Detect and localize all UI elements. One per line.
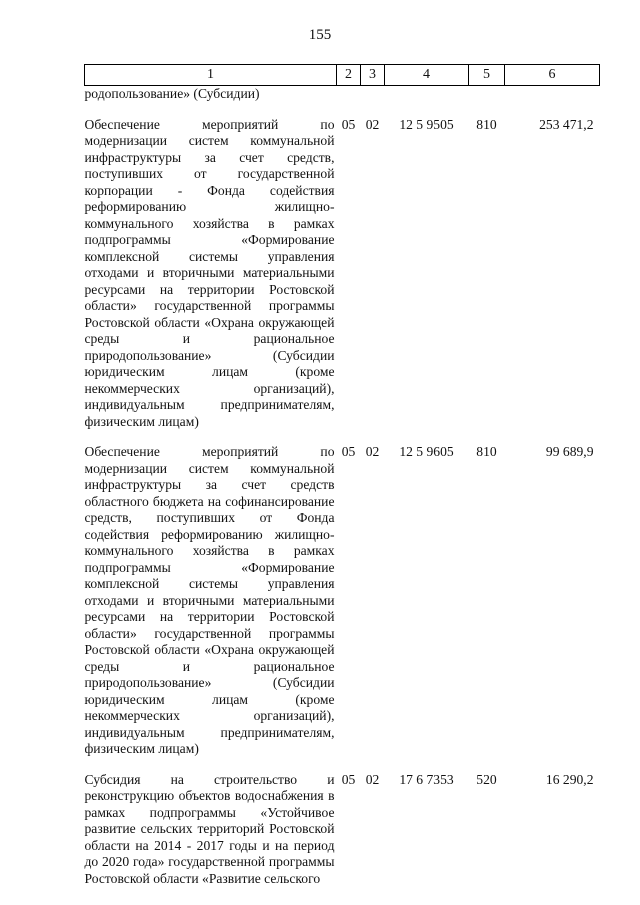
column-header-4: 4 bbox=[385, 65, 469, 86]
row-expense-type: 520 bbox=[476, 771, 497, 787]
row-description: Обеспечение мероприятий по модернизации систем коммунальной инфраструктуры за счет средств, поступивших от государственной корпорации - Фонда содействия реформированию жилищно-коммунального хозяйства в рамках подпрограммы «Формирование комплексной системы управления отходами и вторичными материальными ресурсами на территории Ростовской области» государственной программы Ростовской области «Охрана окружающей среды и рациональное природопользование» (Субсидии юридическим лицам (кроме некоммерческих организаций), индивидуальным предпринимателям, физическим лицам) bbox=[84, 116, 335, 429]
row-spacer bbox=[85, 430, 600, 444]
row-subsection-code: 02 bbox=[365, 116, 380, 132]
column-header-2: 2 bbox=[337, 65, 361, 86]
row-target-article: 17 6 7353 bbox=[399, 771, 454, 787]
row-section-code: 05 bbox=[341, 771, 356, 787]
row-amount: 99 689,9 bbox=[545, 444, 594, 459]
row-description: Обеспечение мероприятий по модернизации систем коммунальной инфраструктуры за счет средств областного бюджета на софинансирование средств, поступивших от Фонда содействия реформированию жилищно-коммунального хозяйства в рамках подпрограммы «Формирование комплексной системы управления отходами и вторичными материальными ресурсами на территории Ростовской области» государственной программы Ростовской области «Охрана окружающей среды и рациональное природопользование» (Субсидии юридическим лицам (кроме некоммерческих организаций), индивидуальным предпринимателям, физическим лицам) bbox=[84, 444, 335, 756]
row-amount: 253 471,2 bbox=[539, 116, 594, 132]
row-amount bbox=[505, 86, 600, 103]
table-row bbox=[85, 117, 600, 431]
row-expense-type bbox=[469, 86, 505, 103]
table-row bbox=[85, 444, 600, 758]
page-number: 155 bbox=[308, 27, 332, 43]
column-header-6: 6 bbox=[505, 65, 600, 86]
column-header-5: 5 bbox=[469, 65, 505, 86]
row-section-code bbox=[337, 86, 361, 103]
table-row bbox=[85, 86, 600, 103]
row-expense-type: 810 bbox=[476, 444, 497, 459]
row-description: родопользование» (Субсидии) bbox=[84, 86, 260, 101]
row-description: Субсидия на строительство и реконструкцию объектов водоснабжения в рамках подпрограммы «Устойчивое развитие сельских территорий Ростовской области на 2014 - 2017 годы и на период до 2020 года» государственной программы Ростовской области «Развитие сельского bbox=[84, 771, 335, 886]
row-subsection-code bbox=[361, 86, 385, 103]
row-spacer bbox=[85, 758, 600, 772]
table-row bbox=[85, 772, 600, 888]
row-amount: 16 290,2 bbox=[545, 771, 594, 787]
row-section-code: 05 bbox=[341, 116, 356, 132]
row-section-code: 05 bbox=[341, 444, 356, 459]
row-expense-type: 810 bbox=[476, 116, 497, 132]
table-header-row bbox=[85, 65, 600, 86]
row-target-article bbox=[385, 86, 469, 103]
row-subsection-code: 02 bbox=[365, 771, 380, 787]
budget-table bbox=[84, 64, 600, 887]
row-target-article: 12 5 9605 bbox=[399, 444, 454, 459]
row-spacer bbox=[85, 103, 600, 117]
row-target-article: 12 5 9505 bbox=[399, 116, 454, 132]
column-header-3: 3 bbox=[361, 65, 385, 86]
row-subsection-code: 02 bbox=[365, 444, 380, 459]
column-header-1: 1 bbox=[85, 65, 337, 86]
